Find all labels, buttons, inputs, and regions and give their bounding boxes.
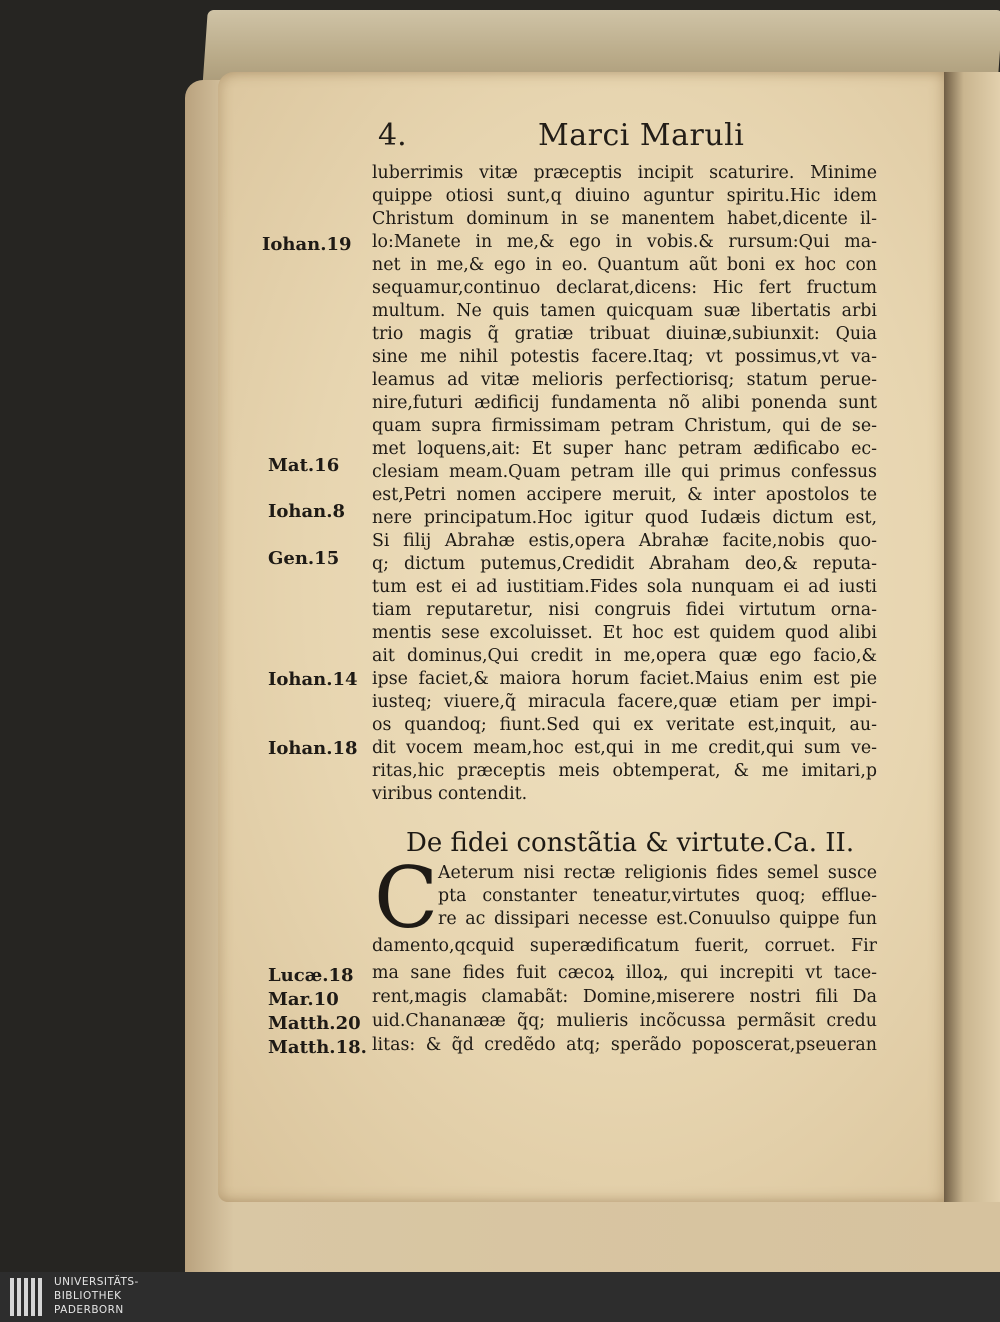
text-line: sine me nihil potestis facere.Itaq; vt possimus,vt va- bbox=[372, 347, 877, 367]
text-line: viribus contendit. bbox=[372, 784, 528, 804]
text-line: litas: & q̃d credẽdo atq; sperãdo poposcerat,pseueran bbox=[372, 1035, 877, 1055]
text-line: iusteq; viuere,q̃ miracula facere,quæ etiam per impi- bbox=[372, 692, 877, 712]
marginal-note: Iohan.19 bbox=[262, 234, 352, 255]
text-line: nere principatum.Hoc igitur quod Iudæis dictum est, bbox=[372, 508, 877, 528]
text-line: rent,magis clamabãt: Domine,miserere nostri fili Da bbox=[372, 987, 877, 1007]
text-line: tiam reputaretur, nisi congruis fidei virtutum orna- bbox=[372, 600, 877, 620]
text-line: ipse faciet,& maiora horum faciet.Maius enim est pie bbox=[372, 669, 877, 689]
text-line: quam supra firmissimam petram Christum, qui de se- bbox=[372, 416, 877, 436]
text-line: Si filij Abrahæ estis,opera Abrahæ facite,nobis quo- bbox=[372, 531, 877, 551]
marginal-note: Matth.18. bbox=[268, 1037, 367, 1058]
text-line: re ac dissipari necesse est.Conuulso quippe fun bbox=[438, 909, 877, 929]
library-logo-icon bbox=[10, 1278, 46, 1316]
text-line: ritas,hic præceptis meis obtemperat, & me imitari,p bbox=[372, 761, 877, 781]
marginal-note: Matth.20 bbox=[268, 1013, 361, 1034]
text-line: sequamur,continuo declarat,dicens: Hic fert fructum bbox=[372, 278, 877, 298]
marginal-note: Iohan.14 bbox=[268, 669, 358, 690]
text-line: uid.Chananææ q̃q; mulieris incõcussa permãsit credu bbox=[372, 1011, 877, 1031]
text-line: est,Petri nomen accipere meruit, & inter apostolos te bbox=[372, 485, 877, 505]
library-logo-text bbox=[54, 1275, 254, 1317]
text-line: met loquens,ait: Et super hanc petram ædificabo ec- bbox=[372, 439, 877, 459]
marginal-note: Gen.15 bbox=[268, 548, 340, 569]
text-line: quippe otiosi sunt,q diuino aguntur spiritu.Hic idem bbox=[372, 186, 877, 206]
marginal-note: Iohan.8 bbox=[268, 501, 346, 522]
text-line: dit vocem meam,hoc est,qui in me credit,qui sum ve- bbox=[372, 738, 877, 758]
text-line: nire,futuri ædificij fundamenta nõ alibi ponenda sunt bbox=[372, 393, 877, 413]
logo-line-2: BIBLIOTHEK bbox=[54, 1290, 122, 1302]
marginal-note: Mat.16 bbox=[268, 455, 340, 476]
text-line: clesiam meam.Quam petram ille qui primus confessus bbox=[372, 462, 877, 482]
text-line: tum est ei ad iustitiam.Fides sola nunquam ei ad iusti bbox=[372, 577, 877, 597]
book-spine bbox=[944, 72, 1000, 1202]
library-footer bbox=[0, 1272, 1000, 1322]
marginal-note: Iohan.18 bbox=[268, 738, 358, 759]
logo-line-1: UNIVERSITÄTS- bbox=[54, 1276, 139, 1288]
drop-cap: C bbox=[374, 849, 439, 947]
text-line: net in me,& ego in eo. Quantum aũt boni ex hoc con bbox=[372, 255, 877, 275]
logo-line-3: PADERBORN bbox=[54, 1304, 124, 1316]
text-line: os quandoq; fiunt.Sed qui ex veritate est,inquit, au- bbox=[372, 715, 877, 735]
chapter-heading: De fidei constãtia & virtute.Ca. II. bbox=[406, 828, 855, 858]
text-line: trio magis q̃ gratiæ tribuat diuinæ,subiunxit: Quia bbox=[372, 324, 877, 344]
running-head bbox=[378, 118, 878, 158]
text-line: multum. Ne quis tamen quicquam suæ libertatis arbi bbox=[372, 301, 877, 321]
text-line: ait dominus,Qui credit in me,opera quæ ego facio,& bbox=[372, 646, 877, 666]
marginal-note: Mar.10 bbox=[268, 989, 339, 1010]
text-line: q; dictum putemus,Credidit Abraham deo,& reputa- bbox=[372, 554, 877, 574]
text-line: Christum dominum in se manentem habet,dicente il- bbox=[372, 209, 877, 229]
text-line: ma sane fides fuit cæcoꝝ illoꝝ, qui increpiti vt tace- bbox=[372, 963, 877, 983]
running-title: Marci Maruli bbox=[538, 118, 745, 153]
text-line: luberrimis vitæ præceptis incipit scaturire. Minime bbox=[372, 163, 877, 183]
text-line: Aeterum nisi rectæ religionis fides semel susce bbox=[438, 863, 877, 883]
text-line: lo:Manete in me,& ego in vobis.& rursum:Qui ma- bbox=[372, 232, 877, 252]
text-line: leamus ad vitæ melioris perfectiorisq; statum perue- bbox=[372, 370, 877, 390]
text-line: mentis sese excoluisset. Et hoc est quidem quod alibi bbox=[372, 623, 877, 643]
marginal-note: Lucæ.18 bbox=[268, 965, 354, 986]
page-number: 4. bbox=[378, 118, 407, 153]
text-line: pta constanter teneatur,virtutes quoq; efflue- bbox=[438, 886, 877, 906]
text-line: damento,qcquid superædificatum fuerit, corruet. Fir bbox=[372, 936, 877, 956]
